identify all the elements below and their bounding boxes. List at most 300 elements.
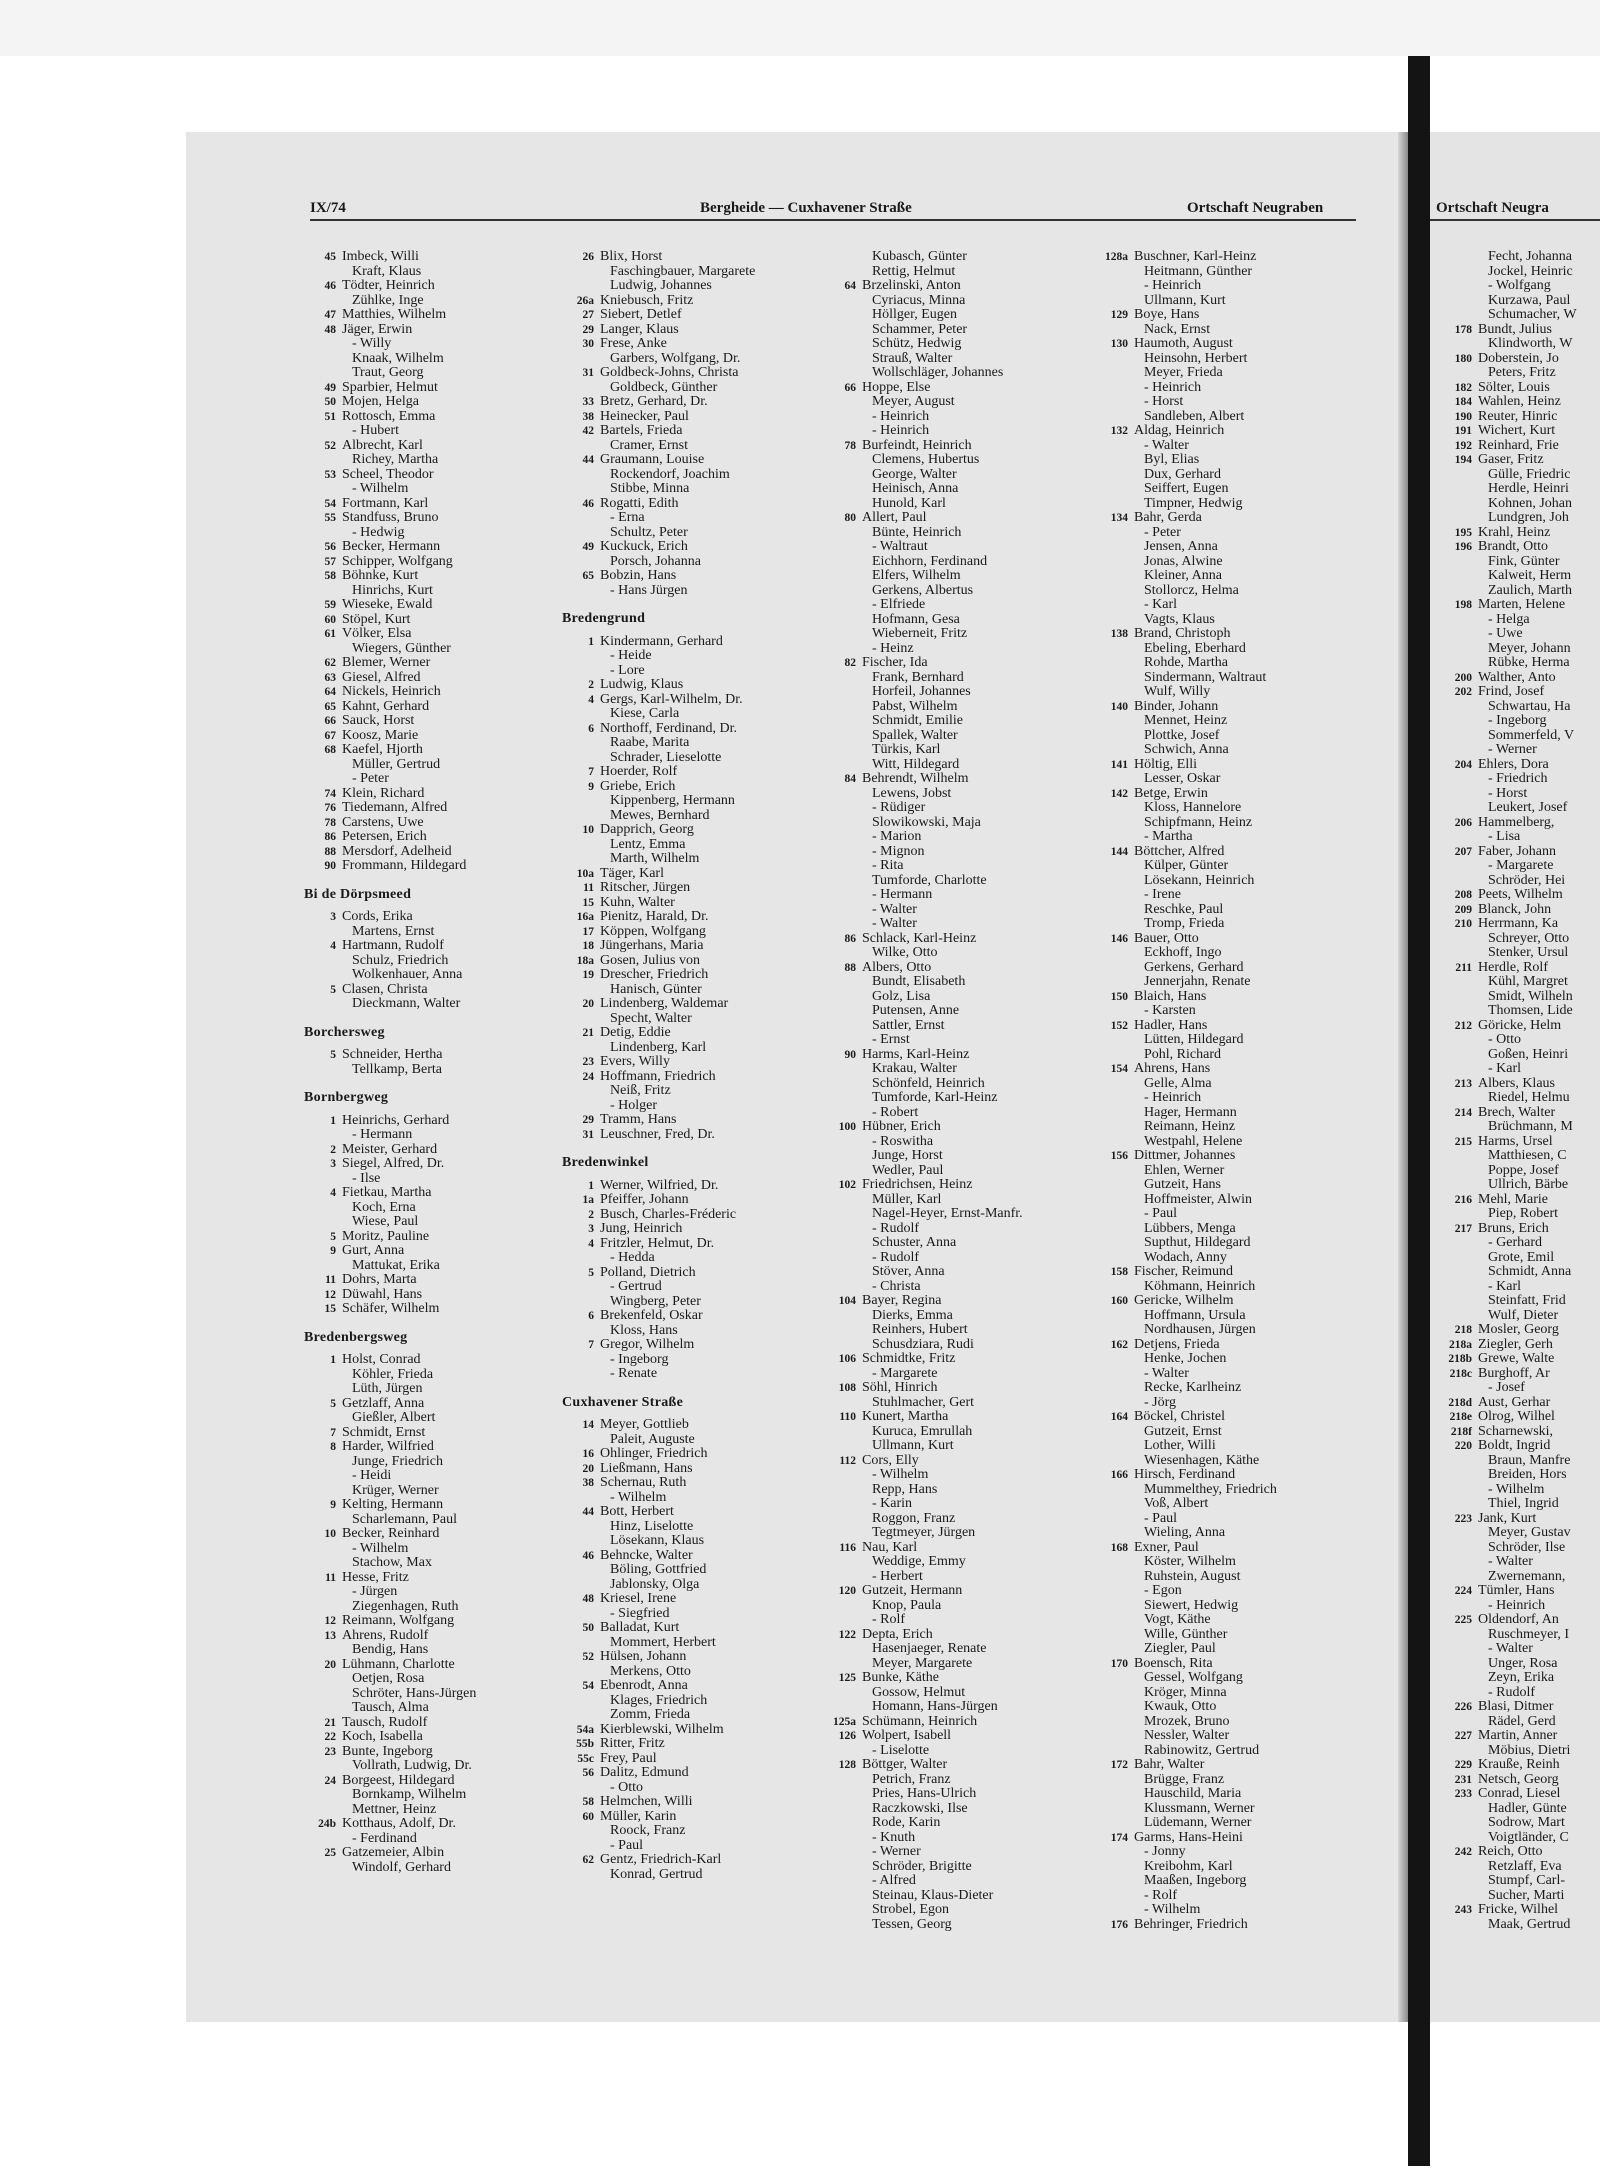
resident-name: Brech, Walter <box>1478 1104 1556 1120</box>
resident-entry <box>824 1584 1096 1599</box>
house-number <box>1096 1700 1134 1715</box>
house-number: 38 <box>582 1477 594 1489</box>
resident-entry <box>562 1592 824 1607</box>
resident-entry <box>1436 1512 1577 1527</box>
resident-name: Ruschmeyer, I <box>1488 1626 1570 1642</box>
house-number: 122 <box>838 1628 856 1641</box>
resident-entry <box>1436 859 1577 874</box>
resident-name: - Helga <box>1488 611 1530 627</box>
resident-name: Kleiner, Anna <box>1144 568 1222 583</box>
resident-name: Ehlers, Dora <box>1478 756 1549 772</box>
resident-name: Kohnen, Johan <box>1488 495 1572 511</box>
resident-name: Wilke, Otto <box>872 945 938 960</box>
resident-name: Harder, Wilfried <box>342 1439 434 1454</box>
resident-name: - Werner <box>1488 742 1537 757</box>
resident-name: Rabinowitz, Gertrud <box>1144 1742 1260 1758</box>
book-spine <box>1408 56 1430 2166</box>
resident-entry <box>1096 1062 1366 1077</box>
resident-name: Mosler, Georg <box>1478 1322 1559 1337</box>
house-number: 128a <box>1105 251 1128 263</box>
resident-entry <box>824 366 1096 381</box>
resident-name: Kelting, Hermann <box>342 1497 444 1512</box>
resident-name: Sommerfeld, V <box>1488 727 1575 743</box>
resident-name: Kreibohm, Karl <box>1144 1858 1233 1874</box>
resident-entry <box>824 1381 1096 1396</box>
resident-name: Hinz, Liselotte <box>610 1518 694 1534</box>
resident-entry <box>1096 1642 1366 1657</box>
resident-name: Matthiesen, C <box>1488 1148 1567 1163</box>
resident-name: George, Walter <box>872 466 957 482</box>
resident-name: Tödter, Heinrich <box>342 278 435 293</box>
house-number: 54 <box>324 497 336 510</box>
resident-name: Kloss, Hans <box>610 1322 678 1338</box>
house-number <box>304 1201 342 1216</box>
resident-entry <box>304 1397 562 1412</box>
resident-name: Böttger, Walter <box>862 1757 948 1772</box>
resident-name: Bretz, Gerhard, Dr. <box>600 394 708 409</box>
resident-entry <box>824 511 1096 526</box>
resident-entry <box>1436 1541 1577 1556</box>
resident-name: Sindermann, Waltraut <box>1144 669 1267 685</box>
resident-entry <box>1436 1671 1577 1686</box>
house-number <box>304 1411 342 1426</box>
resident-entry <box>1096 1396 1366 1411</box>
house-number <box>824 1744 862 1759</box>
house-number <box>562 664 600 679</box>
resident-name: Betge, Erwin <box>1134 785 1208 801</box>
resident-name: Lütten, Hildegard <box>1144 1032 1244 1047</box>
resident-entry <box>562 308 824 323</box>
resident-entry <box>824 1903 1096 1918</box>
resident-name: Sucher, Marti <box>1488 1887 1565 1903</box>
resident-name: Lindenberg, Karl <box>610 1039 707 1055</box>
house-number: 216 <box>1454 1193 1472 1206</box>
resident-entry <box>304 250 562 265</box>
resident-name: Giesel, Alfred <box>342 669 421 685</box>
resident-name: - Ingeborg <box>610 1351 669 1367</box>
resident-name: Tumforde, Charlotte <box>872 872 987 888</box>
house-number: 12 <box>324 1288 336 1301</box>
resident-name: Kühl, Margret <box>1488 974 1568 989</box>
resident-entry <box>304 453 562 468</box>
resident-name: Ehlen, Werner <box>1144 1162 1225 1178</box>
resident-name: Hesse, Fritz <box>342 1569 409 1585</box>
house-number <box>1096 1860 1134 1875</box>
house-number <box>824 395 862 410</box>
resident-entry <box>1436 1048 1577 1063</box>
resident-name: - Siegfried <box>610 1605 670 1621</box>
house-number: 74 <box>324 787 336 800</box>
resident-name: Ritter, Fritz <box>600 1736 665 1751</box>
resident-name: Busch, Charles-Fréderic <box>600 1206 737 1222</box>
resident-name: - Egon <box>1144 1583 1182 1598</box>
resident-entry <box>304 598 562 613</box>
resident-entry <box>1096 1686 1366 1701</box>
house-number <box>824 1265 862 1280</box>
resident-name: Schwartau, Ha <box>1488 698 1571 714</box>
house-number <box>1436 1889 1478 1904</box>
house-number: 182 <box>1454 381 1472 394</box>
resident-entry <box>1096 1758 1366 1773</box>
house-number <box>1096 598 1134 613</box>
resident-entry <box>304 1687 562 1702</box>
house-number <box>1436 1178 1478 1193</box>
resident-entry <box>1096 946 1366 961</box>
house-number <box>824 1062 862 1077</box>
resident-name: Golz, Lisa <box>872 988 931 1004</box>
resident-name: Hadler, Günte <box>1488 1800 1567 1816</box>
house-number: 195 <box>1454 526 1472 539</box>
resident-entry <box>824 1512 1096 1527</box>
resident-name: Bayer, Regina <box>862 1293 942 1308</box>
resident-name: - Peter <box>1144 524 1181 540</box>
resident-entry <box>1096 961 1366 976</box>
house-number <box>1096 1439 1134 1454</box>
resident-entry <box>562 1353 824 1368</box>
resident-name: - Walter <box>1488 1641 1533 1656</box>
resident-name: Heitmann, Günther <box>1144 263 1253 279</box>
resident-entry <box>824 1222 1096 1237</box>
resident-name: Hoffmann, Ursula <box>1144 1307 1246 1323</box>
house-number <box>1096 1512 1134 1527</box>
house-number: 191 <box>1454 425 1472 437</box>
resident-name: Nagel-Heyer, Ernst-Manfr. <box>872 1206 1023 1221</box>
house-number <box>304 772 342 787</box>
house-number: 61 <box>324 628 336 640</box>
resident-entry <box>1436 1657 1577 1672</box>
resident-name: Bahr, Walter <box>1134 1757 1205 1772</box>
house-number <box>1436 308 1478 323</box>
house-number <box>824 1570 862 1585</box>
house-number <box>562 352 600 367</box>
house-number: 29 <box>582 1114 594 1126</box>
resident-name: Recke, Karlheinz <box>1144 1380 1242 1395</box>
house-number <box>824 787 862 802</box>
resident-entry <box>824 903 1096 918</box>
house-number <box>824 1004 862 1019</box>
house-number <box>1436 772 1478 787</box>
resident-name: - Alfred <box>872 1873 916 1888</box>
house-number <box>1096 265 1134 280</box>
resident-entry <box>1096 1773 1366 1788</box>
resident-name: Brügge, Franz <box>1144 1771 1225 1787</box>
house-number <box>1436 700 1478 715</box>
resident-entry <box>1096 337 1366 352</box>
house-number <box>824 1106 862 1121</box>
resident-entry <box>1436 1033 1577 1048</box>
house-number: 5 <box>588 1266 594 1279</box>
house-number: 213 <box>1454 1077 1472 1090</box>
house-number <box>824 366 862 381</box>
house-number <box>824 990 862 1005</box>
house-number: 59 <box>324 599 336 611</box>
resident-entry <box>304 584 562 599</box>
resident-name: Wulf, Willy <box>1144 684 1211 699</box>
resident-entry <box>1436 395 1577 410</box>
house-number <box>562 381 600 396</box>
house-number: 4 <box>330 1187 336 1199</box>
resident-name: Behncke, Walter <box>600 1547 693 1563</box>
resident-entry <box>824 1309 1096 1324</box>
resident-entry <box>304 511 562 526</box>
house-number <box>562 649 600 664</box>
house-number <box>1436 1555 1478 1570</box>
house-number <box>1096 352 1134 367</box>
resident-name: Lübbers, Menga <box>1144 1220 1236 1236</box>
resident-name: - Erna <box>610 510 645 525</box>
resident-entry <box>1096 671 1366 686</box>
resident-name: Hoerder, Rolf <box>600 764 678 779</box>
resident-name: Horfeil, Johannes <box>872 684 971 699</box>
resident-entry <box>824 1845 1096 1860</box>
house-number <box>824 1236 862 1251</box>
resident-name: Böling, Gottfried <box>610 1562 707 1577</box>
resident-name: Zühlke, Inge <box>352 292 424 308</box>
house-number: 4 <box>588 693 594 706</box>
resident-entry <box>304 1440 562 1455</box>
resident-entry <box>1096 1004 1366 1019</box>
resident-name: Müller, Gertrud <box>352 756 441 772</box>
resident-entry <box>304 1542 562 1557</box>
resident-name: Herrmann, Ka <box>1478 916 1559 931</box>
house-number <box>304 968 342 983</box>
resident-entry <box>304 1455 562 1470</box>
house-number <box>304 1759 342 1774</box>
house-number <box>1096 1845 1134 1860</box>
house-number <box>304 1585 342 1600</box>
house-number <box>1436 1120 1478 1135</box>
resident-entry <box>824 642 1096 657</box>
resident-entry <box>304 1643 562 1658</box>
resident-entry <box>824 685 1096 700</box>
resident-name: Mommert, Herbert <box>610 1634 716 1650</box>
house-number <box>1096 1323 1134 1338</box>
resident-name: Unger, Rosa <box>1488 1655 1558 1671</box>
resident-entry <box>824 1193 1096 1208</box>
resident-name: Hübner, Erich <box>862 1119 941 1134</box>
right-page <box>1430 132 1600 2022</box>
resident-entry <box>824 308 1096 323</box>
resident-entry <box>1096 801 1366 816</box>
house-number <box>1436 1657 1478 1672</box>
house-number <box>1436 946 1478 961</box>
resident-name: Helmchen, Willi <box>600 1794 693 1809</box>
resident-name: Blaich, Hans <box>1134 988 1207 1004</box>
resident-name: - Heinrich <box>1488 1597 1546 1613</box>
resident-entry <box>824 395 1096 410</box>
house-number <box>1096 323 1134 338</box>
house-number <box>1436 874 1478 889</box>
resident-entry <box>304 468 562 483</box>
resident-entry <box>1096 917 1366 932</box>
resident-entry <box>1436 1584 1577 1599</box>
resident-name: - Rita <box>872 858 904 873</box>
resident-name: Faschingbauer, Margarete <box>610 263 756 279</box>
house-number <box>562 809 600 824</box>
resident-name: Ließmann, Hans <box>600 1460 693 1476</box>
resident-entry <box>1436 555 1577 570</box>
resident-entry <box>1096 1729 1366 1744</box>
resident-name: - Ingeborg <box>1488 713 1547 728</box>
resident-name: - Walter <box>872 901 917 917</box>
resident-name: Walther, Anto <box>1478 669 1556 685</box>
resident-name: Ahrens, Rudolf <box>342 1627 429 1643</box>
resident-name: - Rüdiger <box>872 800 926 815</box>
house-number: 1 <box>588 635 594 648</box>
resident-name: Schröder, Ilse <box>1488 1539 1566 1555</box>
resident-name: Mennet, Heinz <box>1144 713 1228 728</box>
house-number <box>824 1135 862 1150</box>
house-number <box>1436 613 1478 628</box>
street-heading: Bornbergweg <box>304 1090 389 1105</box>
resident-name: Retzlaff, Eva <box>1488 1858 1562 1874</box>
resident-name: Gatzemeier, Albin <box>342 1845 445 1860</box>
house-number <box>1096 569 1134 584</box>
resident-name: Schernau, Ruth <box>600 1475 687 1490</box>
resident-entry <box>824 1889 1096 1904</box>
resident-name: Breiden, Hors <box>1488 1467 1567 1482</box>
house-number <box>1436 1628 1478 1643</box>
house-number: 52 <box>324 439 336 452</box>
house-number: 220 <box>1454 1440 1472 1452</box>
resident-name: Hülsen, Johann <box>600 1649 687 1664</box>
resident-name: Gutzeit, Hans <box>1144 1177 1221 1192</box>
house-number: 17 <box>582 925 594 938</box>
house-number: 174 <box>1110 1831 1128 1844</box>
house-number: 7 <box>588 766 594 778</box>
resident-name: Strauß, Walter <box>872 350 953 366</box>
house-number <box>1436 1918 1478 1933</box>
house-number <box>1436 1874 1478 1889</box>
resident-entry <box>1096 816 1366 831</box>
resident-name: Behrendt, Wilhelm <box>862 771 969 786</box>
house-number: 15 <box>324 1303 336 1315</box>
resident-name: Schlack, Karl-Heinz <box>862 930 977 946</box>
house-number: 170 <box>1110 1657 1128 1670</box>
resident-entry <box>304 700 562 715</box>
resident-name: Windolf, Gerhard <box>352 1859 451 1875</box>
resident-name: Scharnewski, <box>1478 1423 1554 1439</box>
resident-entry <box>1436 294 1577 309</box>
resident-name: Ebeling, Eberhard <box>1144 640 1246 656</box>
resident-entry <box>562 1041 824 1056</box>
resident-name: Koosz, Marie <box>342 727 419 743</box>
resident-entry <box>562 540 824 555</box>
resident-entry <box>562 1824 824 1839</box>
resident-name: Hartmann, Rudolf <box>342 938 444 953</box>
house-number <box>1436 497 1478 512</box>
house-number <box>824 250 862 265</box>
resident-name: Klein, Richard <box>342 785 425 801</box>
resident-entry <box>1096 1555 1366 1570</box>
resident-name: Siebert, Detlef <box>600 307 682 322</box>
house-number <box>562 1694 600 1709</box>
resident-name: Hoffmann, Friedrich <box>600 1068 716 1084</box>
house-number <box>304 352 342 367</box>
resident-name: Gutzeit, Ernst <box>1144 1423 1222 1439</box>
house-number <box>1096 468 1134 483</box>
house-number <box>1096 381 1134 396</box>
house-number <box>1436 627 1478 642</box>
resident-name: Cyriacus, Minna <box>872 292 966 308</box>
resident-entry <box>1096 714 1366 729</box>
resident-name: - Walter <box>872 916 917 931</box>
resident-entry <box>1436 990 1577 1005</box>
resident-entry <box>1436 1207 1577 1222</box>
resident-entry <box>1096 743 1366 758</box>
resident-name: Grewe, Walte <box>1478 1351 1555 1366</box>
house-number: 112 <box>839 1454 856 1467</box>
resident-name: Depta, Erich <box>862 1626 933 1642</box>
house-number <box>824 1439 862 1454</box>
resident-name: Schröter, Hans-Jürgen <box>352 1685 477 1701</box>
house-number <box>1096 642 1134 657</box>
resident-name: Porsch, Johanna <box>610 553 701 569</box>
resident-name: Goldbeck, Günther <box>610 379 718 395</box>
resident-name: Stumpf, Carl- <box>1488 1873 1565 1888</box>
resident-entry <box>1436 352 1577 367</box>
resident-name: Jüngerhans, Maria <box>600 938 704 953</box>
house-number: 218 <box>1454 1324 1472 1336</box>
house-number <box>1096 395 1134 410</box>
resident-entry <box>1436 468 1577 483</box>
resident-name: Binder, Johann <box>1134 698 1219 714</box>
resident-entry <box>1436 1164 1577 1179</box>
resident-entry <box>304 526 562 541</box>
house-number: 31 <box>582 1128 594 1141</box>
resident-entry <box>824 482 1096 497</box>
resident-entry <box>562 1309 824 1324</box>
resident-entry <box>824 1497 1096 1512</box>
resident-name: Voß, Albert <box>1144 1496 1209 1511</box>
resident-entry <box>1436 1483 1577 1498</box>
house-number <box>1436 1164 1478 1179</box>
resident-name: Bobzin, Hans <box>600 568 677 583</box>
house-number <box>1436 1744 1478 1759</box>
resident-entry <box>1096 729 1366 744</box>
resident-name: Marten, Helene <box>1478 597 1566 612</box>
resident-name: Steinau, Klaus-Dieter <box>872 1887 994 1903</box>
house-number <box>824 555 862 570</box>
resident-name: Nordhausen, Jürgen <box>1144 1322 1256 1337</box>
house-number <box>1096 1671 1134 1686</box>
house-number <box>1096 1642 1134 1657</box>
house-number: 60 <box>324 613 336 626</box>
resident-entry <box>562 1563 824 1578</box>
house-number: 184 <box>1454 396 1472 408</box>
resident-entry <box>1096 1033 1366 1048</box>
house-number: 23 <box>324 1745 336 1758</box>
house-number <box>1436 1831 1478 1846</box>
resident-name: Northoff, Ferdinand, Dr. <box>600 720 737 736</box>
resident-name: Gericke, Wilhelm <box>1134 1293 1234 1308</box>
house-number <box>304 1832 342 1847</box>
resident-name: Kröger, Minna <box>1144 1684 1227 1700</box>
house-number: 55b <box>576 1738 594 1750</box>
resident-entry <box>1436 1918 1577 1933</box>
resident-entry <box>1436 627 1577 642</box>
resident-name: Stachow, Max <box>352 1555 432 1570</box>
resident-name: - Jürgen <box>352 1584 398 1599</box>
resident-entry <box>304 1629 562 1644</box>
resident-entry <box>824 1178 1096 1193</box>
house-number <box>824 743 862 758</box>
house-number: 5 <box>330 1049 336 1061</box>
house-number: 224 <box>1454 1585 1472 1597</box>
house-number: 108 <box>838 1382 856 1394</box>
resident-entry <box>304 1259 562 1274</box>
resident-entry <box>1436 1120 1577 1135</box>
